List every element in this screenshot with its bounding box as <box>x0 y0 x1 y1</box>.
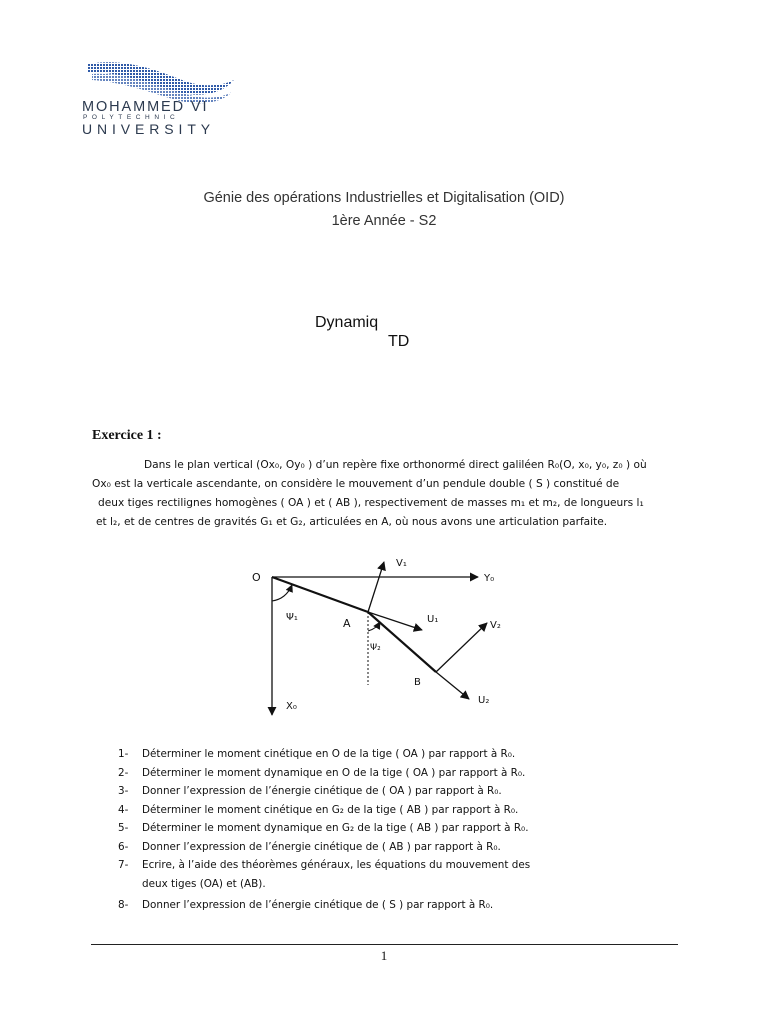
exercise-heading: Exercice 1 : <box>92 428 162 443</box>
question-text: Déterminer le moment dynamique en O de la tige ( OA ) par rapport à R₀. <box>142 766 526 779</box>
program-title: Génie des opérations Industrielles et Digitalisation (OID) <box>203 190 565 206</box>
question-text: Déterminer le moment cinétique en G₂ de la tige ( AB ) par rapport à R₀. <box>142 803 519 816</box>
document-type: TD <box>388 333 410 350</box>
question-item <box>118 856 678 875</box>
label-u2: U₂ <box>478 695 490 706</box>
logo-text-line2: POLYTECHNIC <box>83 114 180 121</box>
questions-list <box>118 745 678 915</box>
question-continuation <box>118 875 678 894</box>
psi2-arc <box>368 622 380 631</box>
question-number: 7- <box>118 859 129 871</box>
question-text-continued: deux tiges (OA) et (AB). <box>142 877 266 890</box>
question-item <box>118 838 678 857</box>
question-text: Donner l’expression de l’énergie cinétique de ( S ) par rapport à R₀. <box>142 899 494 911</box>
u2-vector <box>436 672 469 699</box>
rod-ab <box>368 612 439 672</box>
label-psi2: Ψ₂ <box>370 643 381 653</box>
logo-text-line3: UNIVERSITY <box>82 121 216 137</box>
question-number: 2- <box>118 766 129 779</box>
statement-line: deux tiges rectilignes homogènes ( OA ) et ( AB ), respectivement de masses m₁ et m₂, de longueurs l₁ <box>98 497 644 509</box>
statement-line: Ox₀ est la verticale ascendante, on considère le mouvement d’un pendule double ( S ) constitué de <box>92 478 620 490</box>
label-psi1: Ψ₁ <box>286 612 298 623</box>
label-origin: O <box>252 571 261 584</box>
psi1-arc <box>272 585 292 601</box>
double-pendulum-diagram <box>240 555 540 725</box>
question-item <box>118 782 678 801</box>
question-text: Déterminer le moment cinétique en O de la tige ( OA ) par rapport à R₀. <box>142 748 516 760</box>
footer-divider <box>91 944 678 945</box>
statement-line: et l₂, et de centres de gravités G₁ et G₂, articulées en A, où nous avons une articulation parfaite. <box>96 516 608 528</box>
label-u1: U₁ <box>427 614 439 625</box>
label-v1: V₁ <box>396 558 407 569</box>
question-text: Ecrire, à l’aide des théorèmes généraux, les équations du mouvement des <box>142 859 531 871</box>
page-number: 1 <box>380 948 388 963</box>
question-number: 4- <box>118 803 129 816</box>
label-a: A <box>343 617 351 630</box>
question-item <box>118 801 678 820</box>
statement-line: Dans le plan vertical (Ox₀, Oy₀ ) d’un repère fixe orthonormé direct galiléen R₀(O, x₀, y₀, z₀ ) où <box>144 459 647 471</box>
question-item <box>118 764 678 783</box>
v2-vector <box>436 623 487 672</box>
year-semester: 1ère Année - S2 <box>331 213 437 229</box>
question-number: 6- <box>118 840 129 853</box>
question-item <box>118 745 678 764</box>
question-item <box>118 819 678 838</box>
document-subject: Dynamiq <box>315 314 379 331</box>
question-number: 8- <box>118 899 129 911</box>
label-b: B <box>414 677 421 688</box>
question-text: Donner l’expression de l’énergie cinétique de ( AB ) par rapport à R₀. <box>142 840 501 853</box>
label-v2: V₂ <box>490 620 501 631</box>
label-x0: X₀ <box>286 701 297 712</box>
question-text: Déterminer le moment dynamique en G₂ de la tige ( AB ) par rapport à R₀. <box>142 822 529 834</box>
v1-vector <box>368 562 384 612</box>
question-number: 1- <box>118 748 129 760</box>
question-number: 5- <box>118 822 129 834</box>
exercise-statement <box>92 456 678 532</box>
logo-text-line1: MOHAMMED VI <box>82 99 209 115</box>
question-text: Donner l’expression de l’énergie cinétique de ( OA ) par rapport à R₀. <box>142 785 502 797</box>
label-y0: Y₀ <box>484 573 495 584</box>
question-number: 3- <box>118 785 129 797</box>
question-item <box>118 896 678 915</box>
